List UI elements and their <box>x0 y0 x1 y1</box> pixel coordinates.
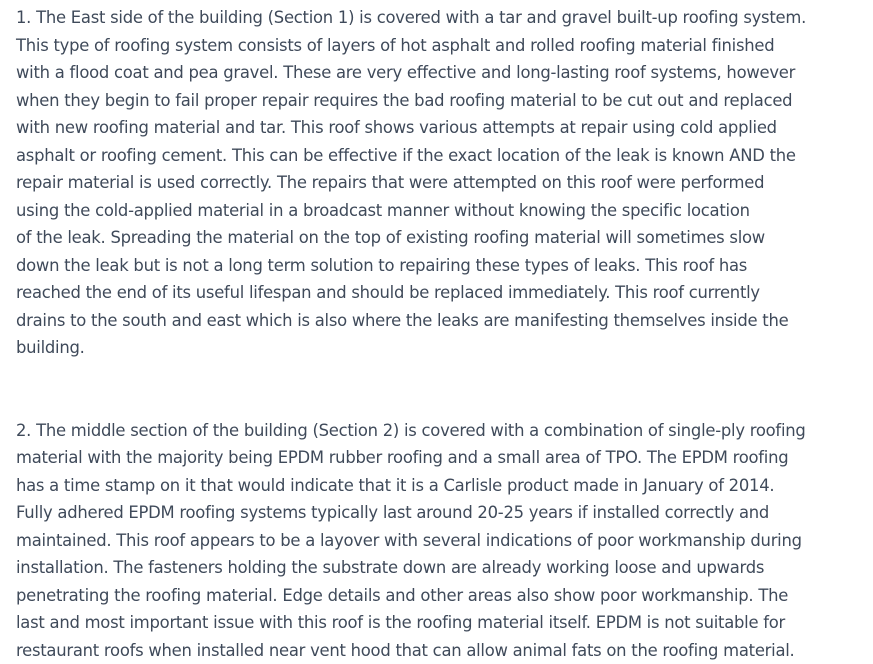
paragraph-line: with a flood coat and pea gravel. These are very effective and long-lasting roof systems, however <box>16 59 866 87</box>
paragraph-line: using the cold-applied material in a broadcast manner without knowing the specific location <box>16 197 866 225</box>
paragraph-line: down the leak but is not a long term solution to repairing these types of leaks. This roof has <box>16 252 866 280</box>
paragraph-line: repair material is used correctly. The repairs that were attempted on this roof were performed <box>16 169 866 197</box>
paragraph-line: maintained. This roof appears to be a layover with several indications of poor workmanship during <box>16 527 866 555</box>
paragraph-line: when they begin to fail proper repair requires the bad roofing material to be cut out and replaced <box>16 87 866 115</box>
paragraph-line: building. <box>16 334 866 362</box>
paragraph-line: installation. The fasteners holding the substrate down are already working loose and upwards <box>16 554 866 582</box>
paragraph-line: 1. The East side of the building (Section 1) is covered with a tar and gravel built-up roofing system. <box>16 4 866 32</box>
paragraph-line: reached the end of its useful lifespan and should be replaced immediately. This roof currently <box>16 279 866 307</box>
paragraph-line: with new roofing material and tar. This roof shows various attempts at repair using cold applied <box>16 114 866 142</box>
paragraph-line: asphalt or roofing cement. This can be effective if the exact location of the leak is known AND the <box>16 142 866 170</box>
paragraph-line: drains to the south and east which is also where the leaks are manifesting themselves inside the <box>16 307 866 335</box>
paragraph-section-1 <box>16 4 866 362</box>
paragraph-line: has a time stamp on it that would indicate that it is a Carlisle product made in January of 2014. <box>16 472 866 500</box>
paragraph-line: of the leak. Spreading the material on the top of existing roofing material will sometimes slow <box>16 224 866 252</box>
paragraph-line: Fully adhered EPDM roofing systems typically last around 20-25 years if installed correctly and <box>16 499 866 527</box>
paragraph-line: This type of roofing system consists of layers of hot asphalt and rolled roofing material finished <box>16 32 866 60</box>
paragraph-line: material with the majority being EPDM rubber roofing and a small area of TPO. The EPDM roofing <box>16 444 866 472</box>
paragraph-line: last and most important issue with this roof is the roofing material itself. EPDM is not suitable for <box>16 609 866 637</box>
document-body <box>16 4 866 664</box>
paragraph-section-2 <box>16 417 866 664</box>
paragraph-line: penetrating the roofing material. Edge details and other areas also show poor workmanship. The <box>16 582 866 610</box>
paragraph-line: restaurant roofs when installed near vent hood that can allow animal fats on the roofing material. <box>16 637 866 664</box>
paragraph-spacer <box>16 362 866 417</box>
paragraph-line: 2. The middle section of the building (Section 2) is covered with a combination of single-ply roofing <box>16 417 866 445</box>
